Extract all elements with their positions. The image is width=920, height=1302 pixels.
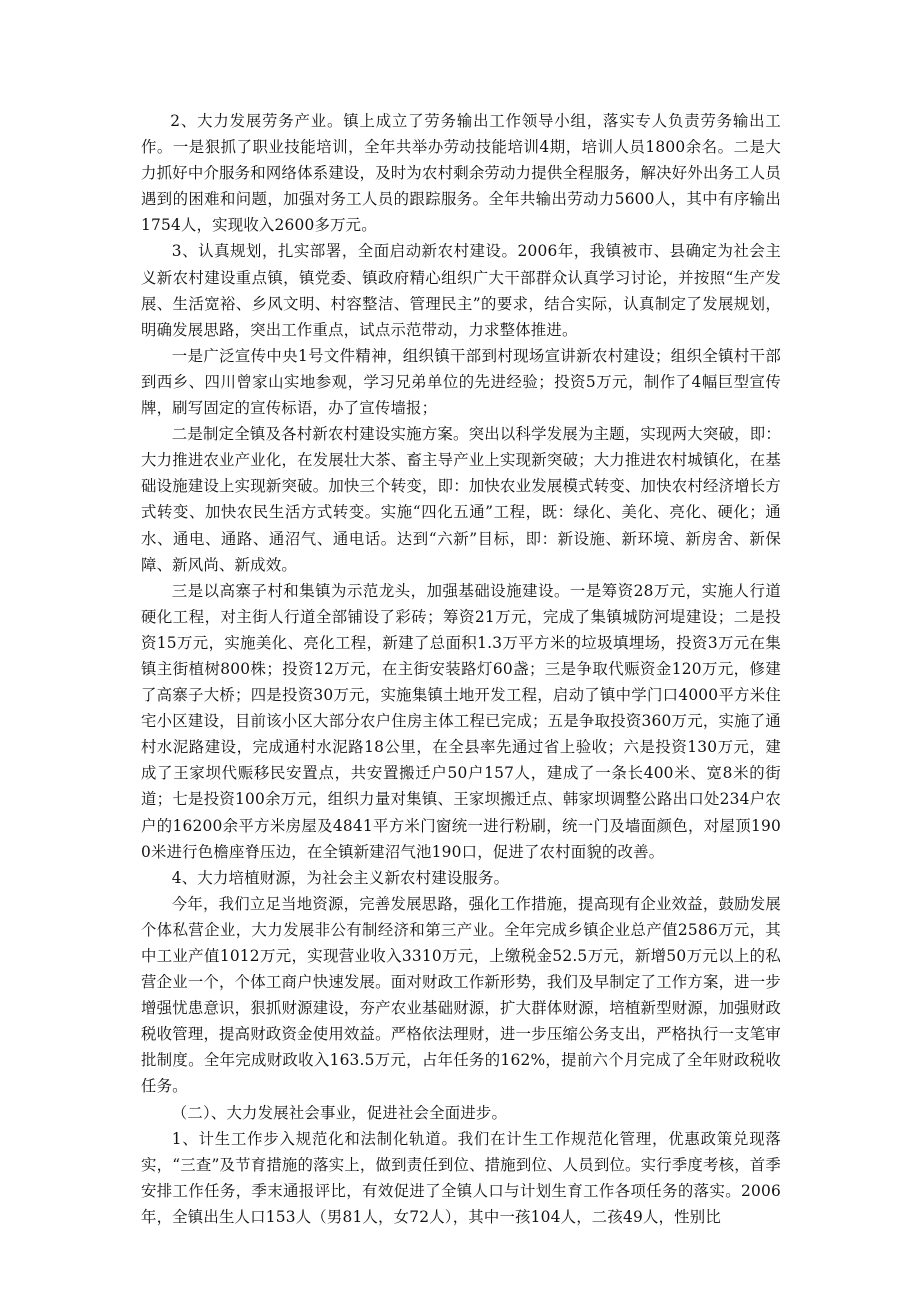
- paragraph-labor-industry: 2、大力发展劳务产业。镇上成立了劳务输出工作领导小组，落实专人负责劳务输出工作。一是狠抓了职业技能培训，全年共举办劳动技能培训4期，培训人员1800余名。二是大力抓好中介服务和网络体系建设，及时为农村剩余劳动力提供全程服务，解决好外出务工人员遇到的困难和问题，加强对务工人员的跟踪服务。全年共输出劳动力5600人，其中有序输出1754人，实现收入2600多万元。: [141, 112, 781, 235]
- document-body: [141, 108, 781, 1230]
- paragraph-implementation-plan: 二是制定全镇及各村新农村建设实施方案。突出以科学发展为主题，实现两大突破，即：大力推进农业产业化，在发展壮大茶、畜主导产业上实现新突破；大力推进农村城镇化，在基础设施建设上实现新突破。加快三个转变，即：加快农业发展模式转变、加快农村经济增长方式转变、加快农民生活方式转变。实施“四化五通”工程，既：绿化、美化、亮化、硬化；通水、通电、通路、通沼气、通电话。达到“六新”目标，即：新设施、新环境、新房舍、新保障、新风尚、新成效。: [141, 425, 781, 574]
- section-heading-social-undertakings: （二）、大力发展社会事业，促进社会全面进步。: [171, 1103, 508, 1122]
- paragraph-financial-heading: 4、大力培植财源，为社会主义新农村建设服务。: [171, 868, 510, 887]
- paragraph-publicity: 一是广泛宣传中央1号文件精神，组织镇干部到村现场宣讲新农村建设；组织全镇村干部到西乡、四川曾家山实地参观，学习兄弟单位的先进经验；投资5万元，制作了4幅巨型宣传牌，刷写固定的宣传标语，办了宣传墙报；: [141, 346, 781, 418]
- paragraph-new-rural-construction: 3、认真规划，扎实部署，全面启动新农村建设。2006年，我镇被市、县确定为社会主义新农村建设重点镇，镇党委、镇政府精心组织广大干部群众认真学习讨论，并按照“生产发展、生活宽裕、乡风文明、村容整洁、管理民主”的要求，结合实际，认真制定了发展规划，明确发展思路，突出工作重点，试点示范带动，力求整体推进。: [141, 242, 781, 339]
- paragraph-financial-details: 今年，我们立足当地资源，完善发展思路，强化工作措施，提高现有企业效益，鼓励发展个体私营企业，大力发展非公有制经济和第三产业。全年完成乡镇企业总产值2586万元，其中工业产值1012万元，实现营业收入3310万元，上缴税金52.5万元，新增50万元以上的私营企业一个，个体工商户快速发展。面对财政工作新形势，我们及早制定了工作方案，进一步增强忧患意识，狠抓财源建设，夯产农业基础财源，扩大群体财源，培植新型财源，加强财政税收管理，提高财政资金使用效益。严格依法理财，进一步压缩公务支出，严格执行一支笔审批制度。全年完成财政收入163.5万元，占年任务的162%，提前六个月完成了全年财政税收任务。: [141, 894, 781, 1096]
- paragraph-infrastructure: 三是以高寨子村和集镇为示范龙头，加强基础设施建设。一是筹资28万元，实施人行道硬化工程，对主街人行道全部铺设了彩砖；筹资21万元，完成了集镇城防河堤建设；二是投资15万元，实施美化、亮化工程，新建了总面积1.3万平方米的垃圾填埋场，投资3万元在集镇主街植树800株；投资12万元，在主街安装路灯60盏；三是争取代赈资金120万元，修建了高寨子大桥；四是投资30万元，实施集镇土地开发工程，启动了镇中学门口4000平方米住宅小区建设，目前该小区大部分农户住房主体工程已完成；五是争取投资360万元，实施了通村水泥路建设，完成通村水泥路18公里，在全县率先通过省上验收；六是投资130万元，建成了王家坝代赈移民安置点，共安置搬迁户50户157人，建成了一条长400米、宽8米的街道；七是投资100余万元，组织力量对集镇、王家坝搬迁点、韩家坝调整公路出口处234户农户的16200余平方米房屋及4841平方米门窗统一进行粉刷，统一门及墙面颜色，对屋顶1900米进行色檐座脊压边，在全镇新建沼气池190口，促进了农村面貌的改善。: [141, 581, 781, 861]
- paragraph-family-planning: 1、计生工作步入规范化和法制化轨道。我们在计生工作规范化管理，优惠政策兑现落实，“三查”及节育措施的落实上，做到责任到位、措施到位、人员到位。实行季度考核，首季安排工作任务，季末通报评比，有效促进了全镇人口与计划生育工作各项任务的落实。2006年，全镇出生人口153人（男81人，女72人），其中一孩104人，二孩49人，性别比: [141, 1129, 781, 1226]
